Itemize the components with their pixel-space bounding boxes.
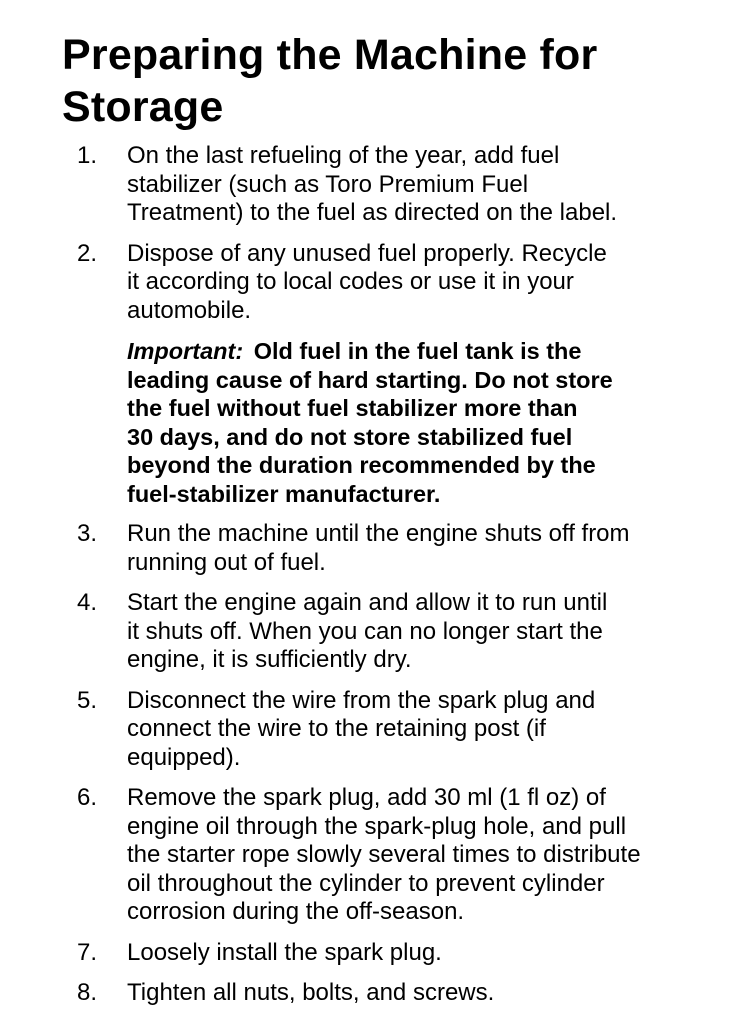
text-line: Tighten all nuts, bolts, and screws. xyxy=(127,979,495,1006)
text-line: Run the machine until the engine shuts off from xyxy=(127,520,630,547)
text-line: 30 days, and do not store stabilized fuel xyxy=(127,423,573,450)
text-line: leading cause of hard starting. Do not store xyxy=(127,366,613,393)
text-line: beyond the duration recommended by the xyxy=(127,452,596,478)
text-line: equipped). xyxy=(127,743,241,771)
text-line: Loosely install the spark plug. xyxy=(127,938,442,966)
step-number: 3. xyxy=(77,520,98,547)
list-item xyxy=(0,240,731,326)
text-line: engine, it is sufficiently dry. xyxy=(127,646,412,673)
list-item xyxy=(0,520,731,577)
steps-list xyxy=(0,142,731,1020)
list-item xyxy=(0,687,731,773)
text-line: Treatment) to the fuel as directed on the label. xyxy=(127,199,618,226)
text-line: connect the wire to the retaining post (if xyxy=(127,715,546,742)
step-text xyxy=(127,142,697,228)
step-number: 2. xyxy=(77,239,98,267)
text-line: the fuel without fuel stabilizer more than xyxy=(127,395,578,421)
list-item xyxy=(0,589,731,675)
text-line: automobile. xyxy=(127,296,252,324)
important-label: Important: xyxy=(127,338,244,364)
important-note xyxy=(127,337,687,508)
text-line: oil throughout the cylinder to prevent cylinder xyxy=(127,869,605,897)
text-line: Disconnect the wire from the spark plug and xyxy=(127,686,596,714)
text-line: fuel-stabilizer manufacturer. xyxy=(127,480,441,507)
step-text xyxy=(127,979,697,1008)
text-line: engine oil through the spark-plug hole, and pull xyxy=(127,812,627,840)
step-text xyxy=(127,687,697,773)
list-item xyxy=(0,939,731,968)
text-line: it according to local codes or use it in your xyxy=(127,268,574,295)
step-number: 6. xyxy=(77,784,98,811)
text-line xyxy=(127,337,687,366)
text-line: corrosion during the off-season. xyxy=(127,898,465,925)
step-number: 1. xyxy=(77,142,98,169)
text-line: Start the engine again and allow it to run until xyxy=(127,589,608,616)
text-line: it shuts off. When you can no longer start the xyxy=(127,617,603,645)
important-text: Old fuel in the fuel tank is the xyxy=(253,338,582,364)
step-text xyxy=(127,784,697,927)
text-line: stabilizer (such as Toro Premium Fuel xyxy=(127,170,529,198)
list-item xyxy=(0,784,731,927)
text-line: On the last refueling of the year, add fuel xyxy=(127,142,560,169)
list-item xyxy=(0,142,731,228)
step-text xyxy=(127,939,697,968)
page-title: Preparing the Machine for Storage xyxy=(62,31,598,131)
text-line: Dispose of any unused fuel properly. Recycle xyxy=(127,239,607,267)
text-line: Remove the spark plug, add 30 ml (1 fl oz) of xyxy=(127,784,606,811)
text-line: the starter rope slowly several times to distribute xyxy=(127,841,641,868)
list-item xyxy=(0,979,731,1008)
step-number: 8. xyxy=(77,979,98,1006)
text-line: running out of fuel. xyxy=(127,548,326,576)
step-text xyxy=(127,589,697,675)
step-text xyxy=(127,240,697,326)
step-number: 4. xyxy=(77,589,98,616)
step-text xyxy=(127,520,697,577)
step-number: 5. xyxy=(77,686,98,714)
step-number: 7. xyxy=(77,938,98,966)
